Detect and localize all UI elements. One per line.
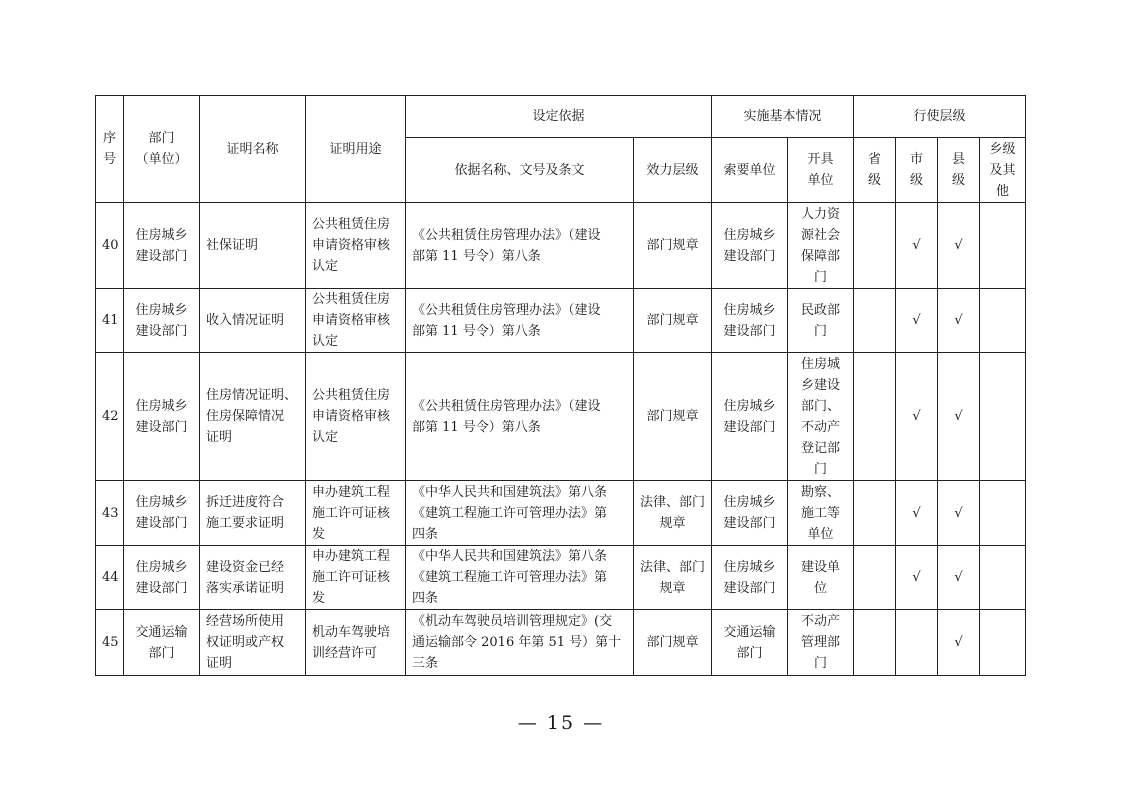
- header-row-1: [96, 96, 1026, 138]
- table-row: [96, 481, 1026, 546]
- cell-basis: 《中华人民共和国建筑法》第八条 《建筑工程施工许可管理办法》第 四条: [406, 481, 634, 546]
- cell-level: 部门规章: [634, 610, 712, 676]
- certificate-table: [95, 95, 1026, 676]
- cell-cert-use: 申办建筑工程 施工许可证核 发: [306, 546, 406, 610]
- cell-cert-name: 经营场所使用 权证明或产权 证明: [200, 610, 306, 676]
- header-issue-unit: 开具 单位: [788, 138, 854, 203]
- cell-issue-unit: 建设单 位: [788, 546, 854, 610]
- cell-seq: 40: [96, 203, 124, 289]
- cell-basis: 《公共租赁住房管理办法》（建设 部第 11 号令）第八条: [406, 289, 634, 353]
- cell-cert-name: 住房情况证明、 住房保障情况 证明: [200, 353, 306, 481]
- cell-req-unit: 住房城乡 建设部门: [712, 289, 788, 353]
- cell-req-unit: 住房城乡 建设部门: [712, 203, 788, 289]
- cell-city: √: [896, 203, 938, 289]
- cell-township: [980, 289, 1026, 353]
- cell-seq: 41: [96, 289, 124, 353]
- cell-county: √: [938, 610, 980, 676]
- cell-level: 部门规章: [634, 203, 712, 289]
- table-row: [96, 353, 1026, 481]
- cell-issue-unit: 民政部 门: [788, 289, 854, 353]
- cell-city: [896, 610, 938, 676]
- cell-level: 部门规章: [634, 289, 712, 353]
- cell-seq: 42: [96, 353, 124, 481]
- cell-cert-use: 申办建筑工程 施工许可证核 发: [306, 481, 406, 546]
- cell-cert-name: 拆迁进度符合 施工要求证明: [200, 481, 306, 546]
- cell-cert-name: 收入情况证明: [200, 289, 306, 353]
- cell-township: [980, 353, 1026, 481]
- cell-cert-use: 公共租赁住房 申请资格审核 认定: [306, 353, 406, 481]
- cell-cert-use: 机动车驾驶培 训经营许可: [306, 610, 406, 676]
- cell-county: √: [938, 481, 980, 546]
- cell-req-unit: 住房城乡 建设部门: [712, 481, 788, 546]
- header-exercise: 行使层级: [854, 96, 1026, 138]
- cell-province: [854, 353, 896, 481]
- cell-province: [854, 289, 896, 353]
- cell-city: √: [896, 546, 938, 610]
- cell-city: √: [896, 289, 938, 353]
- cell-township: [980, 203, 1026, 289]
- cell-basis: 《机动车驾驶员培训管理规定》(交 通运输部令 2016 年第 51 号）第十 三条: [406, 610, 634, 676]
- cell-basis: 《公共租赁住房管理办法》（建设 部第 11 号令）第八条: [406, 353, 634, 481]
- header-cert-use: 证明用途: [306, 96, 406, 203]
- cell-county: √: [938, 546, 980, 610]
- cell-seq: 44: [96, 546, 124, 610]
- cell-province: [854, 546, 896, 610]
- header-basis: 设定依据: [406, 96, 712, 138]
- cell-dept: 住房城乡 建设部门: [124, 203, 200, 289]
- cell-city: √: [896, 353, 938, 481]
- header-basis-name: 依据名称、文号及条文: [406, 138, 634, 203]
- cell-province: [854, 610, 896, 676]
- table-row: [96, 203, 1026, 289]
- cell-dept: 住房城乡 建设部门: [124, 353, 200, 481]
- cell-cert-name: 建设资金已经 落实承诺证明: [200, 546, 306, 610]
- cell-basis: 《公共租赁住房管理办法》（建设 部第 11 号令）第八条: [406, 203, 634, 289]
- cell-issue-unit: 不动产 管理部 门: [788, 610, 854, 676]
- cell-issue-unit: 人力资 源社会 保障部 门: [788, 203, 854, 289]
- cell-req-unit: 交通运输 部门: [712, 610, 788, 676]
- cell-issue-unit: 住房城 乡建设 部门、 不动产 登记部 门: [788, 353, 854, 481]
- header-req-unit: 索要单位: [712, 138, 788, 203]
- cell-province: [854, 203, 896, 289]
- table-row: [96, 546, 1026, 610]
- cell-city: √: [896, 481, 938, 546]
- cell-county: √: [938, 353, 980, 481]
- cell-dept: 交通运输 部门: [124, 610, 200, 676]
- cell-dept: 住房城乡 建设部门: [124, 546, 200, 610]
- header-cert-name: 证明名称: [200, 96, 306, 203]
- cell-township: [980, 610, 1026, 676]
- header-county: 县 级: [938, 138, 980, 203]
- header-province: 省 级: [854, 138, 896, 203]
- cell-req-unit: 住房城乡 建设部门: [712, 353, 788, 481]
- cell-seq: 43: [96, 481, 124, 546]
- header-effect-level: 效力层级: [634, 138, 712, 203]
- header-dept: 部门 （单位）: [124, 96, 200, 203]
- cell-county: √: [938, 289, 980, 353]
- cell-level: 法律、部门 规章: [634, 481, 712, 546]
- cell-level: 部门规章: [634, 353, 712, 481]
- page-number: — 15 —: [517, 712, 605, 734]
- header-city: 市 级: [896, 138, 938, 203]
- cell-cert-name: 社保证明: [200, 203, 306, 289]
- cell-level: 法律、部门 规章: [634, 546, 712, 610]
- cell-county: √: [938, 203, 980, 289]
- header-seq: 序 号: [96, 96, 124, 203]
- header-township: 乡级 及其 他: [980, 138, 1026, 203]
- cell-seq: 45: [96, 610, 124, 676]
- cell-township: [980, 546, 1026, 610]
- cell-req-unit: 住房城乡 建设部门: [712, 546, 788, 610]
- table-row: [96, 610, 1026, 676]
- header-impl: 实施基本情况: [712, 96, 854, 138]
- cell-dept: 住房城乡 建设部门: [124, 481, 200, 546]
- cell-dept: 住房城乡 建设部门: [124, 289, 200, 353]
- table-row: [96, 289, 1026, 353]
- cell-township: [980, 481, 1026, 546]
- cell-basis: 《中华人民共和国建筑法》第八条 《建筑工程施工许可管理办法》第 四条: [406, 546, 634, 610]
- cell-province: [854, 481, 896, 546]
- cell-cert-use: 公共租赁住房 申请资格审核 认定: [306, 289, 406, 353]
- cell-issue-unit: 勘察、 施工等 单位: [788, 481, 854, 546]
- cell-cert-use: 公共租赁住房 申请资格审核 认定: [306, 203, 406, 289]
